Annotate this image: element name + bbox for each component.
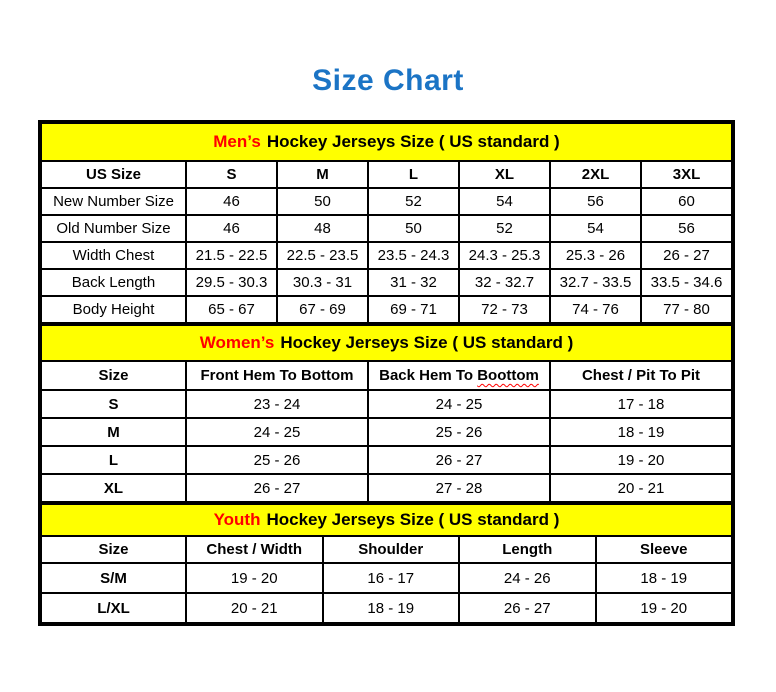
column-header: XL <box>459 161 550 188</box>
table-row <box>41 390 732 418</box>
size-value: 17 - 18 <box>550 390 732 418</box>
table-row <box>41 418 732 446</box>
size-value: 48 <box>277 215 368 242</box>
womens-banner-highlight: Women’s <box>199 333 275 352</box>
column-header: 2XL <box>550 161 641 188</box>
column-header-text: Back Hem To <box>379 367 478 384</box>
size-value: 69 - 71 <box>368 296 459 323</box>
table-row <box>41 474 732 502</box>
size-value: 26 - 27 <box>186 474 368 502</box>
row-label: Width Chest <box>41 242 186 269</box>
size-value: 24.3 - 25.3 <box>459 242 550 269</box>
size-value: 65 - 67 <box>186 296 277 323</box>
youth-banner-row <box>41 504 732 536</box>
size-value: 52 <box>368 188 459 215</box>
womens-banner-row <box>41 325 732 361</box>
row-label: M <box>41 418 186 446</box>
column-header: Shoulder <box>323 536 460 563</box>
womens-banner-cell <box>41 325 732 361</box>
column-header: S <box>186 161 277 188</box>
womens-banner-text: Hockey Jerseys Size ( US standard ) <box>280 333 574 352</box>
size-value: 27 - 28 <box>368 474 550 502</box>
youth-header-row <box>41 536 732 563</box>
row-label: S/M <box>41 563 186 593</box>
row-label: Back Length <box>41 269 186 296</box>
misspelled-word: Boottom <box>477 367 539 384</box>
size-value: 52 <box>459 215 550 242</box>
table-row <box>41 188 732 215</box>
size-value: 33.5 - 34.6 <box>641 269 732 296</box>
size-value: 77 - 80 <box>641 296 732 323</box>
column-header: US Size <box>41 161 186 188</box>
table-row <box>41 446 732 474</box>
youth-size-table <box>40 503 733 624</box>
column-header: Sleeve <box>596 536 733 563</box>
size-value: 72 - 73 <box>459 296 550 323</box>
size-value: 30.3 - 31 <box>277 269 368 296</box>
size-value: 19 - 20 <box>186 563 323 593</box>
column-header: M <box>277 161 368 188</box>
row-label: L <box>41 446 186 474</box>
size-value: 32.7 - 33.5 <box>550 269 641 296</box>
size-value: 21.5 - 22.5 <box>186 242 277 269</box>
row-label: Body Height <box>41 296 186 323</box>
size-value: 56 <box>641 215 732 242</box>
size-value: 26 - 27 <box>459 593 596 623</box>
column-header: Front Hem To Bottom <box>186 361 368 390</box>
mens-banner-row <box>41 123 732 161</box>
size-value: 22.5 - 23.5 <box>277 242 368 269</box>
youth-table-body <box>41 563 732 623</box>
size-value: 20 - 21 <box>550 474 732 502</box>
column-header: Chest / Pit To Pit <box>550 361 732 390</box>
youth-banner-text: Hockey Jerseys Size ( US standard ) <box>266 510 560 529</box>
size-value: 18 - 19 <box>323 593 460 623</box>
size-value: 26 - 27 <box>368 446 550 474</box>
column-header: Chest / Width <box>186 536 323 563</box>
size-value: 23.5 - 24.3 <box>368 242 459 269</box>
mens-banner-cell <box>41 123 732 161</box>
size-value: 54 <box>459 188 550 215</box>
youth-banner-cell <box>41 504 732 536</box>
column-header: Size <box>41 536 186 563</box>
size-value: 74 - 76 <box>550 296 641 323</box>
table-row <box>41 296 732 323</box>
womens-size-table <box>40 324 733 503</box>
size-value: 50 <box>368 215 459 242</box>
size-value: 24 - 25 <box>368 390 550 418</box>
womens-table-body <box>41 390 732 502</box>
size-value: 25.3 - 26 <box>550 242 641 269</box>
size-value: 26 - 27 <box>641 242 732 269</box>
column-header: Size <box>41 361 186 390</box>
size-value: 54 <box>550 215 641 242</box>
size-value: 31 - 32 <box>368 269 459 296</box>
mens-table-body <box>41 188 732 323</box>
mens-banner-text: Hockey Jerseys Size ( US standard ) <box>266 132 560 151</box>
size-value: 25 - 26 <box>368 418 550 446</box>
size-value: 16 - 17 <box>323 563 460 593</box>
size-value: 19 - 20 <box>596 593 733 623</box>
size-value: 56 <box>550 188 641 215</box>
table-row <box>41 215 732 242</box>
column-header: 3XL <box>641 161 732 188</box>
size-value: 25 - 26 <box>186 446 368 474</box>
womens-header-row <box>41 361 732 390</box>
table-row <box>41 563 732 593</box>
size-value: 23 - 24 <box>186 390 368 418</box>
size-value: 46 <box>186 215 277 242</box>
size-value: 20 - 21 <box>186 593 323 623</box>
column-header: L <box>368 161 459 188</box>
row-label: XL <box>41 474 186 502</box>
size-value: 50 <box>277 188 368 215</box>
table-row <box>41 242 732 269</box>
mens-header-row <box>41 161 732 188</box>
size-value: 32 - 32.7 <box>459 269 550 296</box>
size-value: 60 <box>641 188 732 215</box>
size-value: 24 - 26 <box>459 563 596 593</box>
size-value: 18 - 19 <box>596 563 733 593</box>
row-label: S <box>41 390 186 418</box>
mens-size-table <box>40 122 733 324</box>
youth-banner-highlight: Youth <box>213 510 261 529</box>
size-value: 46 <box>186 188 277 215</box>
column-header <box>368 361 550 390</box>
mens-banner-highlight: Men’s <box>213 132 261 151</box>
table-row <box>41 269 732 296</box>
row-label: Old Number Size <box>41 215 186 242</box>
size-value: 24 - 25 <box>186 418 368 446</box>
row-label: New Number Size <box>41 188 186 215</box>
column-header: Length <box>459 536 596 563</box>
size-value: 19 - 20 <box>550 446 732 474</box>
page-title: Size Chart <box>312 64 464 97</box>
size-value: 29.5 - 30.3 <box>186 269 277 296</box>
size-chart-tables <box>38 120 735 626</box>
table-row <box>41 593 732 623</box>
row-label: L/XL <box>41 593 186 623</box>
size-value: 18 - 19 <box>550 418 732 446</box>
size-value: 67 - 69 <box>277 296 368 323</box>
